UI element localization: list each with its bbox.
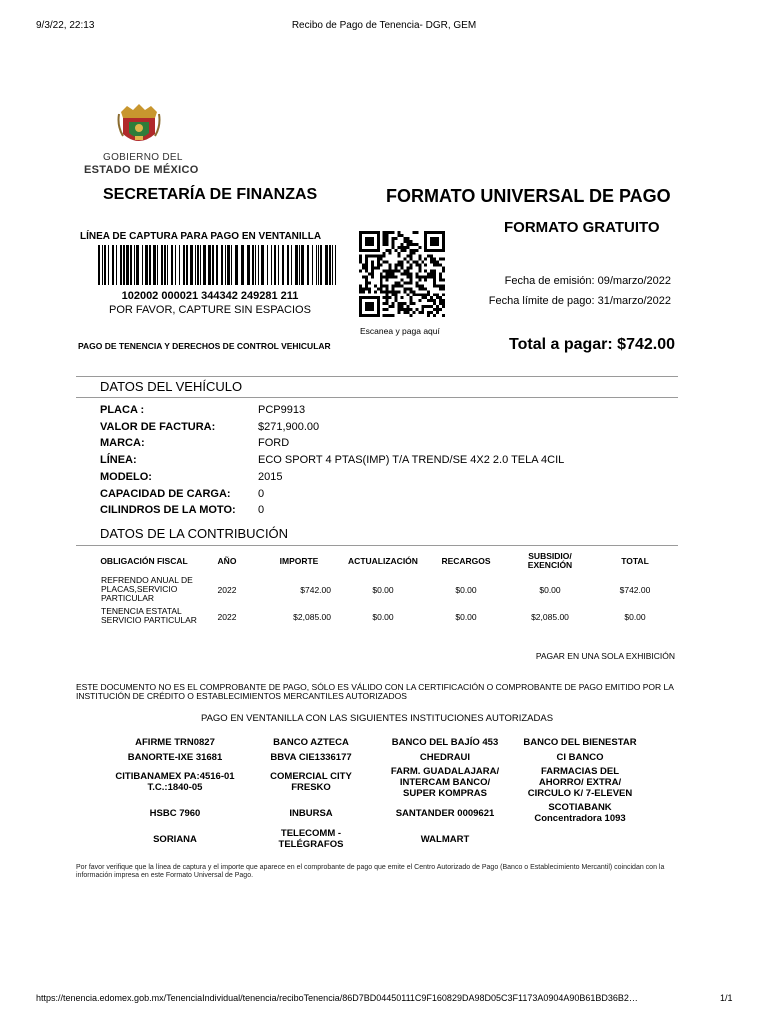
contribution-column-header: ACTUALIZACIÓN (348, 556, 418, 566)
secretaria-title: SECRETARÍA DE FINANZAS (103, 186, 318, 203)
vehicle-field-label: MARCA: (100, 437, 145, 450)
institution-name: COMERCIAL CITY FRESKO (270, 771, 352, 793)
vehicle-field-value: ECO SPORT 4 PTAS(IMP) T/A TREND/SE 4X2 2.0 TELA 4CIL (258, 454, 565, 467)
institution-name: BANCO AZTECA (273, 736, 349, 748)
institution-name: CHEDRAUI (419, 751, 471, 763)
contribution-column-header: IMPORTE (279, 556, 319, 566)
formato-gratuito: FORMATO GRATUITO (504, 219, 660, 236)
print-page-count: 1/1 (720, 993, 733, 1003)
vehicle-field-value: PCP9913 (258, 404, 306, 416)
institution-name: BBVA CIE1336177 (270, 751, 352, 763)
vehicle-field-value: $271,900.00 (258, 420, 320, 433)
institutions-title: PAGO EN VENTANILLA CON LAS SIGUIENTES INSTITUCIONES AUTORIZADAS (200, 713, 554, 724)
fecha-emision: Fecha de emisión: 09/marzo/2022 (504, 275, 671, 287)
barcode-icon (98, 245, 338, 285)
disclaimer-text: ESTE DOCUMENTO NO ES EL COMPROBANTE DE PAGO, SÓLO ES VÁLIDO CON LA CERTIFICACIÓN O COMPROBANTE DE PAGO EMITIDO POR LA INSTITUCIÓN DE CRÉDITO O ESTABLECIMIENTOS MERCANTILES AUTORIZADOS (76, 682, 674, 701)
vehicle-field-value: 0 (258, 504, 265, 517)
vehicle-field-label: CAPACIDAD DE CARGA: (100, 487, 231, 500)
contribution-cell-actualizacion: $0.00 (372, 585, 394, 595)
logo-line2: ESTADO DE MÉXICO (84, 164, 199, 176)
contribution-cell-subsidio: $0.00 (539, 585, 561, 595)
qr-caption: Escanea y paga aquí (360, 326, 440, 336)
contribution-cell-actualizacion: $0.00 (372, 612, 394, 622)
vehicle-field-value: 0 (258, 487, 265, 500)
contribution-cell-importe: $2,085.00 (293, 612, 331, 622)
vehicle-section-title: DATOS DEL VEHÍCULO (100, 379, 243, 394)
institution-name: BANCO DEL BAJÍO 453 (391, 736, 499, 748)
institution-name: WALMART (420, 833, 470, 845)
vehicle-field-label: VALOR DE FACTURA: (100, 420, 216, 433)
vehicle-field-label: PLACA : (100, 404, 145, 416)
print-page-title: Recibo de Pago de Tenencia- DGR, GEM (291, 20, 477, 31)
institution-name: FARMACIAS DEL AHORRO/ EXTRA/ CIRCULO K/ 7-ELEVEN (527, 765, 633, 799)
contribution-cell-importe: $742.00 (300, 585, 331, 595)
contribution-column-header: SUBSIDIO/ EXENCIÓN (527, 551, 573, 570)
institution-name: TELECOMM - TELÉGRAFOS (278, 828, 344, 850)
institution-name: INBURSA (289, 807, 333, 819)
contribution-cell-anio: 2022 (217, 585, 237, 595)
institution-name: SANTANDER 0009621 (395, 807, 495, 819)
institution-name: SORIANA (153, 833, 197, 845)
single-payment-note: PAGAR EN UNA SOLA EXHIBICIÓN (535, 651, 675, 661)
contribution-column-header: TOTAL (621, 556, 649, 566)
footer-verification-note: Por favor verifique que la línea de captura y el importe que aparece en el comprobante de pago que emite el Centro Autorizado de Pago (Banco o Establecimiento Mercantil) coincidan con la información impresa en este Formato Universal de Pago. (76, 864, 665, 879)
formato-title: FORMATO UNIVERSAL DE PAGO (386, 186, 671, 206)
institution-name: AFIRME TRN0827 (135, 736, 215, 748)
contribution-cell-anio: 2022 (217, 612, 237, 622)
contribution-cell-recargos: $0.00 (455, 585, 477, 595)
vehicle-field-label: MODELO: (100, 470, 152, 483)
institution-name: BANORTE-IXE 31681 (127, 751, 223, 763)
contribution-column-header: RECARGOS (441, 556, 491, 566)
vehicle-field-label: CILINDROS DE LA MOTO: (100, 504, 236, 517)
institution-name: SCOTIABANK Concentradora 1093 (534, 802, 626, 824)
contribution-obligation: REFRENDO ANUAL DE PLACAS,SERVICIO PARTICULAR (101, 575, 193, 603)
total-a-pagar: Total a pagar: $742.00 (509, 336, 675, 353)
capture-title: LÍNEA DE CAPTURA PARA PAGO EN VENTANILLA (80, 231, 322, 242)
contribution-column-header: AÑO (217, 556, 237, 566)
institution-name: FARM. GUADALAJARA/ INTERCAM BANCO/ SUPER KOMPRAS (390, 765, 500, 799)
institution-name: CI BANCO (556, 751, 604, 763)
contribution-obligation: TENENCIA ESTATAL SERVICIO PARTICULAR (101, 606, 197, 625)
payment-concept: PAGO DE TENENCIA Y DERECHOS DE CONTROL VEHICULAR (78, 341, 331, 351)
contribution-cell-total: $742.00 (619, 585, 651, 595)
logo-line1: GOBIERNO DEL (103, 152, 183, 163)
vehicle-field-value: FORD (258, 437, 290, 450)
contribution-section-title: DATOS DE LA CONTRIBUCIÓN (100, 526, 289, 541)
capture-number: 102002 000021 344342 249281 211 (121, 290, 299, 302)
capture-instruction: POR FAVOR, CAPTURE SIN ESPACIOS (109, 304, 311, 316)
coat-of-arms-icon (117, 100, 161, 150)
institution-name: HSBC 7960 (149, 807, 201, 819)
institution-name: BANCO DEL BIENESTAR (523, 736, 637, 748)
contribution-cell-total: $0.00 (624, 612, 646, 622)
vehicle-field-value: 2015 (258, 470, 283, 483)
fecha-limite: Fecha límite de pago: 31/marzo/2022 (488, 295, 671, 307)
vehicle-field-label: LÍNEA: (100, 454, 137, 467)
contribution-column-header: OBLIGACIÓN FISCAL (100, 556, 188, 566)
print-datetime: 9/3/22, 22:13 (36, 20, 95, 31)
contribution-cell-subsidio: $2,085.00 (531, 612, 569, 622)
qr-code-icon[interactable] (359, 231, 445, 317)
institution-name: CITIBANAMEX PA:4516-01 T.C.:1840-05 (115, 771, 235, 793)
print-url: https://tenencia.edomex.gob.mx/TenenciaIndividual/tenencia/reciboTenencia/86D7BD04450111C9F160829DA98D05C3F1173A0904A90B61BD36B2… (36, 993, 638, 1003)
contribution-cell-recargos: $0.00 (455, 612, 477, 622)
